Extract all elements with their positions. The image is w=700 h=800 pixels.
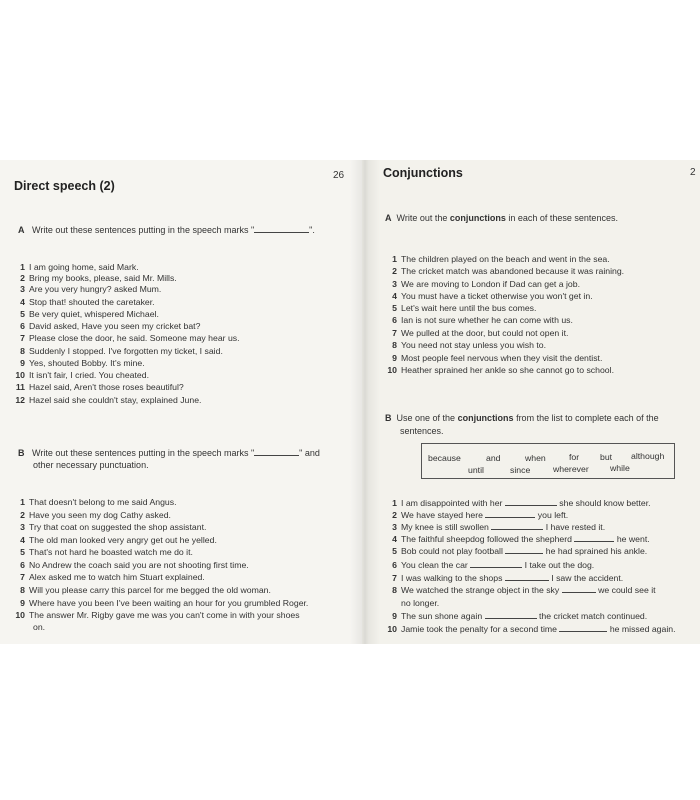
answer-blank <box>574 534 614 542</box>
word-bank-item: but <box>600 452 613 462</box>
word-bank-item: since <box>510 465 531 475</box>
section-letter: A <box>18 225 25 235</box>
list-item: 4 The faithful sheepdog followed the shepherd he went. <box>392 534 650 544</box>
list-item: 8 We watched the strange object in the sky we could see it <box>392 585 656 595</box>
list-item: 3 Try that coat on suggested the shop assistant. <box>20 522 207 532</box>
instruction-text: Write out these sentences putting in the speech marks " <box>32 225 255 235</box>
word-bank-item: and <box>486 453 501 463</box>
word-bank-item: wherever <box>553 464 589 474</box>
instruction-keyword: conjunctions <box>449 213 506 223</box>
list-item: 5 Let's wait here until the bus comes. <box>392 303 537 313</box>
instruction-text: Use one of the <box>396 413 458 423</box>
word-bank-item: for <box>569 452 580 462</box>
section-letter: B <box>18 448 25 458</box>
section-letter: A <box>385 213 392 223</box>
answer-blank <box>505 498 557 506</box>
list-item: 8 Will you please carry this parcel for me begged the old woman. <box>20 585 271 595</box>
list-item: 3 We are moving to London if Dad can get a job. <box>392 279 581 289</box>
list-item: 4 You must have a ticket otherwise you won't get in. <box>392 291 593 301</box>
list-item: 6 No Andrew the coach said you are not shooting first time. <box>20 560 249 570</box>
list-item: 6 David asked, Have you seen my cricket bat? <box>20 321 201 331</box>
word-bank-item: while <box>610 463 630 473</box>
list-item: 7 Alex asked me to watch him Stuart explained. <box>20 572 205 582</box>
left-section-b-instruction-cont: other necessary punctuation. <box>33 460 149 470</box>
list-item: 8 You need not stay unless you wish to. <box>392 340 547 350</box>
word-bank-item: because <box>428 453 461 463</box>
list-item: 5 Be very quiet, whispered Michael. <box>20 309 159 319</box>
word-bank-item: although <box>631 451 665 461</box>
word-bank-item: until <box>468 465 484 475</box>
list-item: 10 It isn't fair, I cried. You cheated. <box>15 370 149 380</box>
right-page <box>362 160 700 644</box>
list-item: 6 Ian is not sure whether he can come with us. <box>392 315 573 325</box>
list-item-continuation: no longer. <box>401 598 440 608</box>
list-item: 7 Please close the door, he said. Someone may hear us. <box>20 333 240 343</box>
speech-marks-blank <box>254 225 309 233</box>
instruction-text-end: ". <box>309 225 315 235</box>
list-item: 2 Have you seen my dog Cathy asked. <box>20 510 171 520</box>
right-section-a-instruction <box>385 213 618 223</box>
list-item: 11 Hazel said, Aren't those roses beautiful? <box>15 382 184 392</box>
answer-blank <box>505 546 543 554</box>
list-item: 12 Hazel said she couldn't stay, explained June. <box>15 395 202 405</box>
list-item: 10 Jamie took the penalty for a second time he missed again. <box>387 624 676 634</box>
right-section-b-instruction <box>385 413 659 423</box>
list-item: 1 I am disappointed with her she should know better. <box>392 498 651 508</box>
left-page-title: Direct speech (2) <box>14 179 115 193</box>
list-item: 10 Heather sprained her ankle so she cannot go to school. <box>387 365 614 375</box>
list-item: 2 We have stayed here you left. <box>392 510 569 520</box>
answer-blank <box>562 585 596 593</box>
list-item: 9 Most people feel nervous when they visit the dentist. <box>392 353 603 363</box>
list-item: 9 The sun shone again the cricket match continued. <box>392 611 648 621</box>
answer-blank <box>485 510 535 518</box>
answer-blank <box>491 522 543 530</box>
speech-marks-blank <box>254 448 299 456</box>
answer-blank <box>505 573 549 581</box>
left-page-number: 26 <box>333 170 345 181</box>
list-item: 3 Are you very hungry? asked Mum. <box>20 284 162 294</box>
left-section-a-instruction <box>18 225 315 235</box>
left-section-b-instruction <box>18 448 320 458</box>
section-letter: B <box>385 413 392 423</box>
list-item: 1 The children played on the beach and went in the sea. <box>392 254 610 264</box>
list-item: 1 That doesn't belong to me said Angus. <box>20 497 177 507</box>
list-item: 5 That's not hard he boasted watch me do it. <box>20 547 193 557</box>
list-item: 7 I was walking to the shops I saw the accident. <box>392 573 624 583</box>
right-page-number: 2 <box>690 167 696 178</box>
instruction-text-end: from the list to complete each of the <box>513 413 659 423</box>
list-item: 9 Yes, shouted Bobby. It's mine. <box>20 358 145 368</box>
word-bank-item: when <box>525 453 546 463</box>
list-item: 7 We pulled at the door, but could not open it. <box>392 328 569 338</box>
list-item: 2 Bring my books, please, said Mr. Mills. <box>20 273 177 283</box>
list-item: 2 The cricket match was abandoned because it was raining. <box>392 266 625 276</box>
list-item: 6 You clean the car I take out the dog. <box>392 560 595 570</box>
list-item: 3 My knee is still swollen I have rested it. <box>392 522 606 532</box>
list-item: 8 Suddenly I stopped. I've forgotten my ticket, I said. <box>20 346 223 356</box>
list-item: 4 Stop that! shouted the caretaker. <box>20 297 155 307</box>
instruction-text-end: " and <box>299 448 320 458</box>
right-page-title: Conjunctions <box>383 166 463 180</box>
instruction-text: Write out these sentences putting in the speech marks " <box>32 448 255 458</box>
conjunction-word-bank <box>421 443 675 479</box>
list-item: 9 Where have you been I've been waiting an hour for you grumbled Roger. <box>20 598 309 608</box>
instruction-keyword: conjunctions <box>457 413 514 423</box>
answer-blank <box>485 611 537 619</box>
right-section-b-instruction-cont: sentences. <box>400 426 444 436</box>
list-item: 5 Bob could not play football he had sprained his ankle. <box>392 546 648 556</box>
list-item: 1 I am going home, said Mark. <box>20 262 139 272</box>
instruction-text-end: in each of these sentences. <box>505 213 618 223</box>
list-item: 4 The old man looked very angry get out he yelled. <box>20 535 217 545</box>
list-item: 10 The answer Mr. Rigby gave me was you can't come in with your shoes <box>15 610 300 620</box>
book-gutter <box>350 160 380 644</box>
instruction-text: Write out the <box>396 213 450 223</box>
answer-blank <box>470 560 522 568</box>
list-item-continuation: on. <box>33 622 46 632</box>
answer-blank <box>559 624 607 632</box>
